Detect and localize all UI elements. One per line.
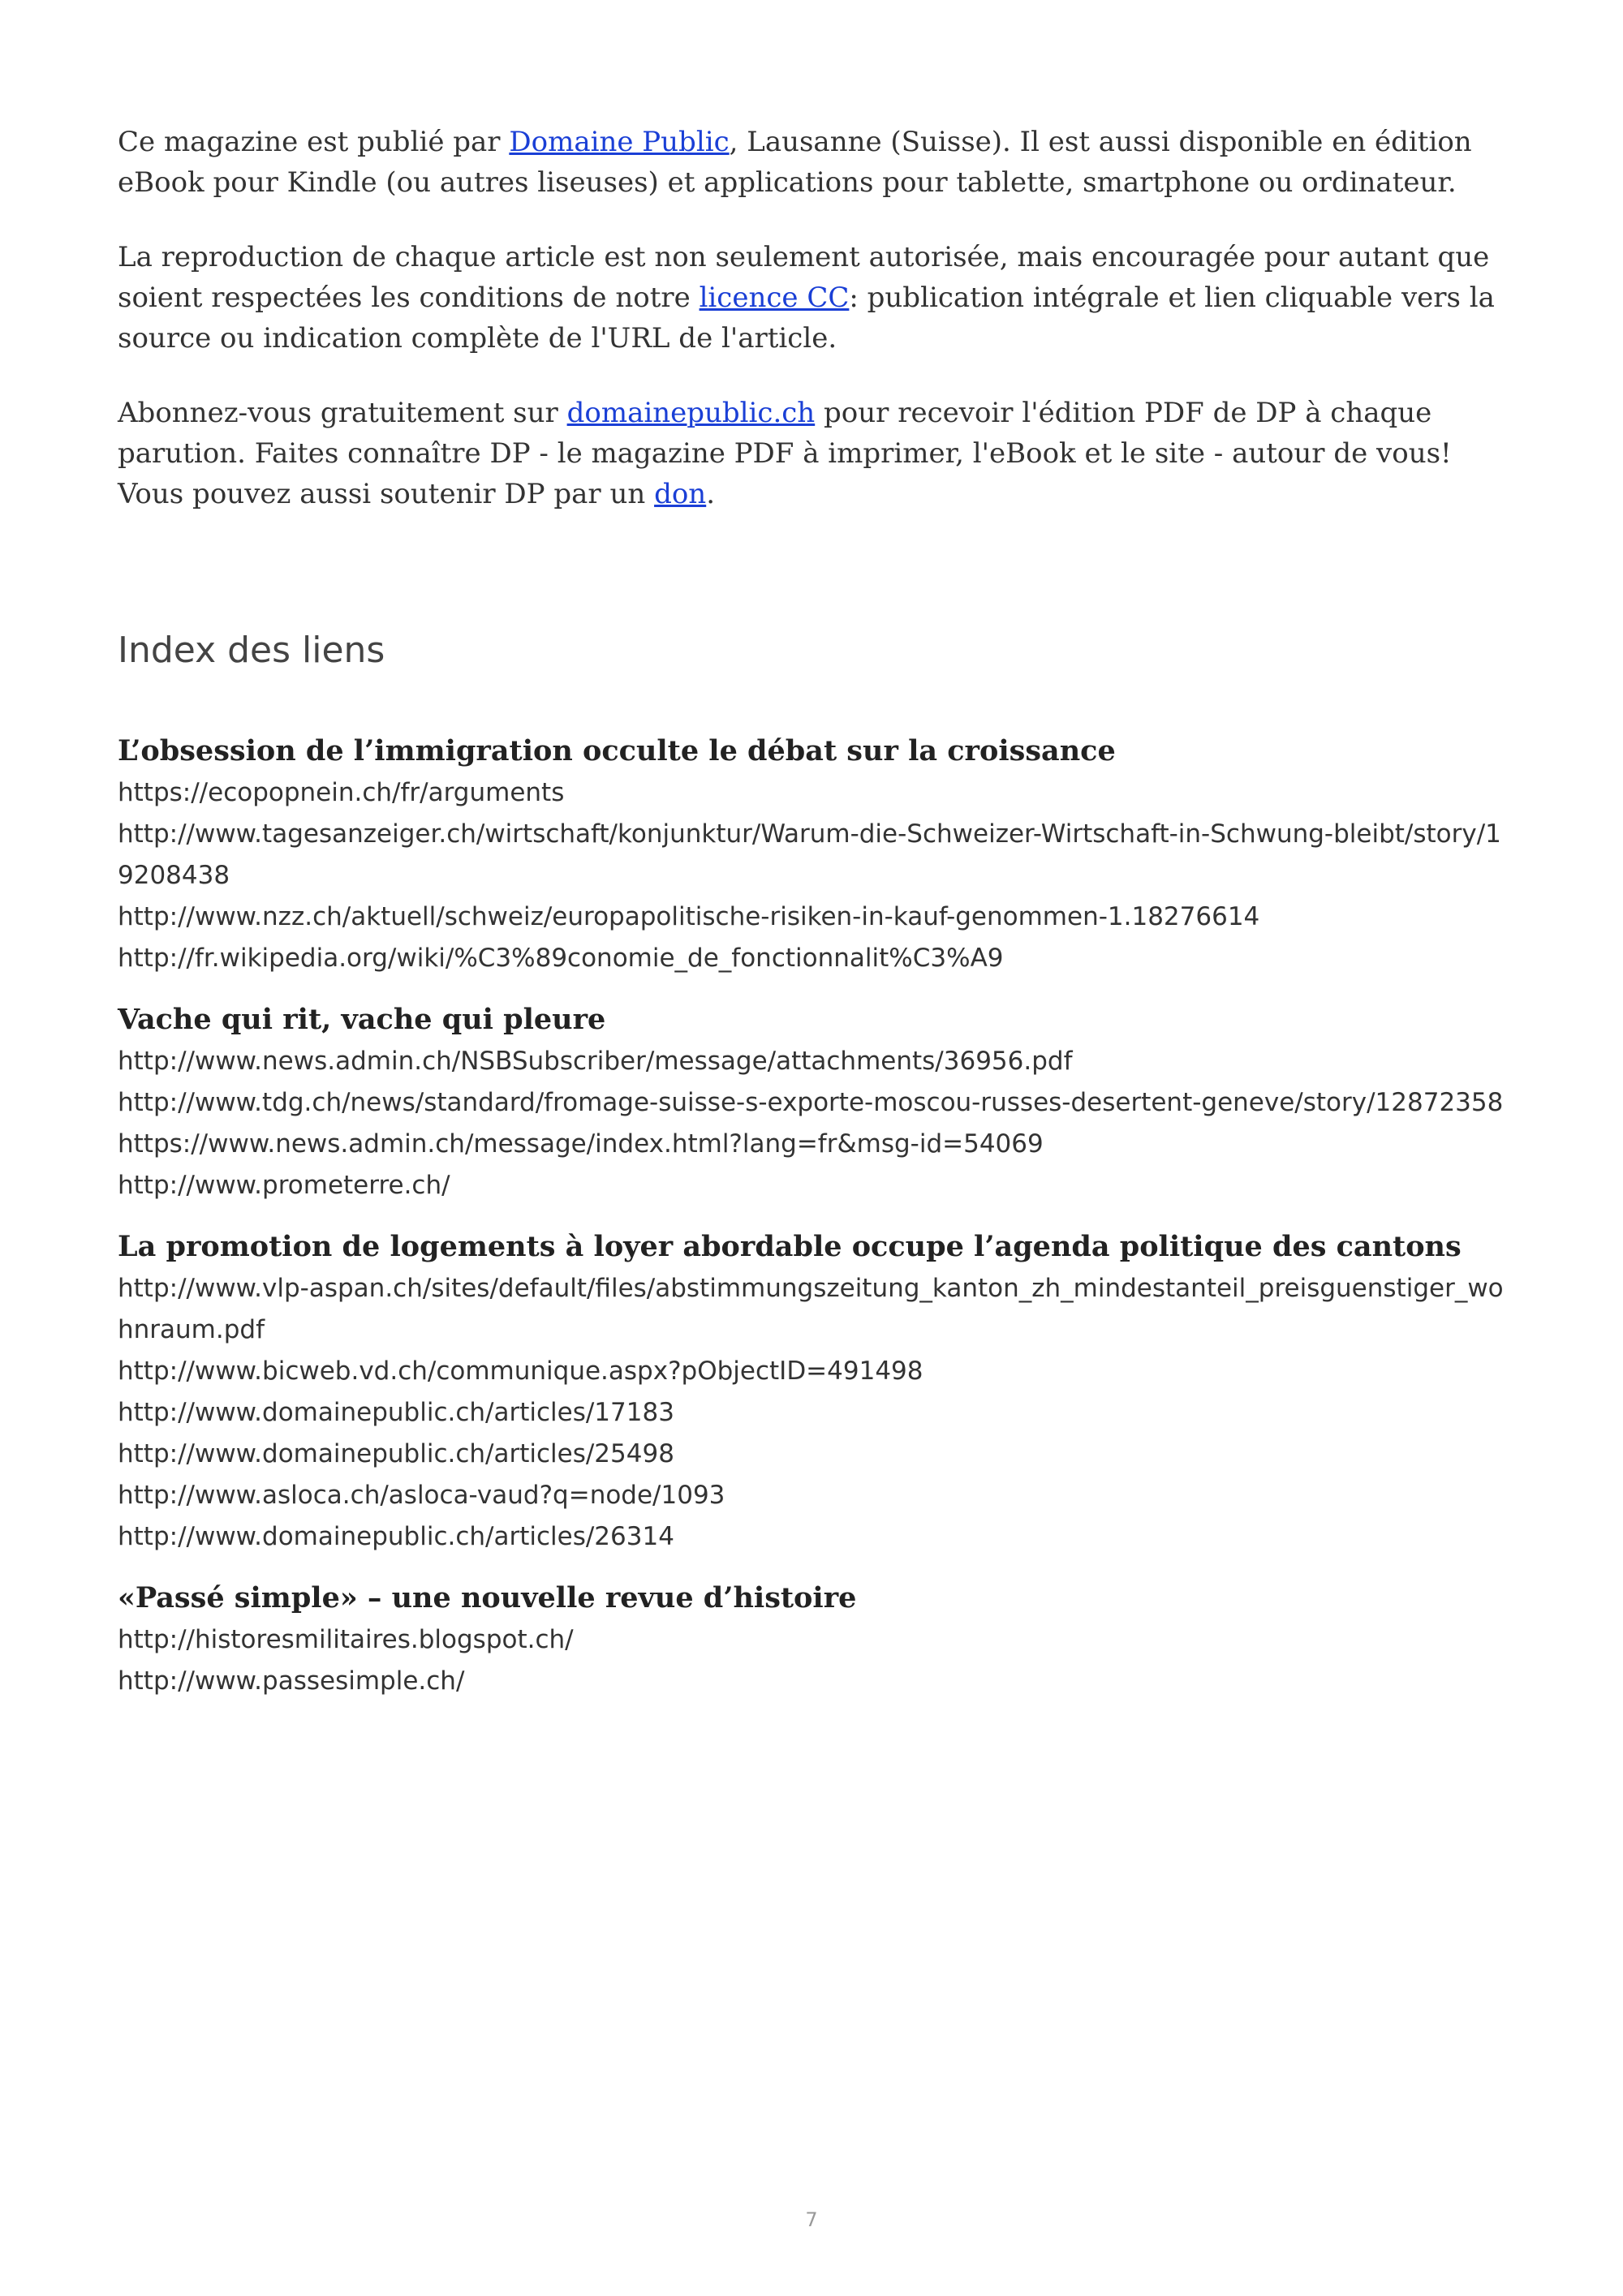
- url-item: https://ecopopnein.ch/fr/arguments: [118, 778, 565, 807]
- url-item: http://www.domainepublic.ch/articles/26314: [118, 1522, 674, 1551]
- url-item: http://www.nzz.ch/aktuell/schweiz/europapolitische-risiken-in-kauf-genommen-1.18276614: [118, 902, 1260, 931]
- url-item: http://www.news.admin.ch/NSBSubscriber/message/attachments/36956.pdf: [118, 1047, 1073, 1076]
- intro-paragraph-license: [118, 237, 1513, 359]
- article-block: [118, 730, 1513, 979]
- link-list: [118, 1041, 1513, 1206]
- article-block: [118, 1577, 1513, 1702]
- intro-paragraph-publisher: [118, 122, 1513, 203]
- intro-paragraph-subscribe: [118, 393, 1513, 514]
- intro-text: Abonnez-vous gratuitement sur: [118, 397, 567, 429]
- article-title: Vache qui rit, vache qui pleure: [118, 1003, 606, 1036]
- url-item: http://www.prometerre.ch/: [118, 1171, 450, 1200]
- intro-text: La reproduction de chaque article est non seulement autorisée, mais encouragée pour autant que soient respectées les conditions de notre: [118, 241, 1490, 314]
- page-content: [118, 122, 1513, 1722]
- intro-text: pour recevoir l'édition PDF de DP à chaque parution. Faites connaître DP - le magazine PDF à imprimer, l'eBook et le site - autour de vous! Vous pouvez aussi soutenir DP par un: [118, 397, 1452, 510]
- article-title: L’obsession de l’immigration occulte le débat sur la croissance: [118, 734, 1116, 767]
- url-item: http://www.vlp-aspan.ch/sites/default/files/abstimmungszeitung_kanton_zh_mindestanteil_preisguenstiger_wohnraum.pdf: [118, 1274, 1504, 1344]
- index-heading: Index des liens: [118, 630, 385, 671]
- domainepublic-link[interactable]: domainepublic.ch: [566, 397, 816, 429]
- domaine-public-link[interactable]: Domaine Public: [509, 126, 730, 158]
- url-item: http://fr.wikipedia.org/wiki/%C3%89conomie_de_fonctionnalit%C3%A9: [118, 944, 1004, 973]
- url-item: http://www.tagesanzeiger.ch/wirtschaft/konjunktur/Warum-die-Schweizer-Wirtschaft-in-Schwung-bleibt/story/19208438: [118, 819, 1501, 890]
- article-link-index: [118, 730, 1513, 1702]
- article-title: «Passé simple» – une nouvelle revue d’histoire: [118, 1581, 857, 1615]
- url-item: http://www.bicweb.vd.ch/communique.aspx?pObjectID=491498: [118, 1357, 923, 1386]
- article-block: [118, 1226, 1513, 1558]
- intro-text: : publication intégrale et lien cliquable vers la source ou indication complète de l'URL de l'article.: [118, 282, 1495, 355]
- licence-cc-link[interactable]: licence CC: [699, 282, 850, 314]
- intro-text: .: [706, 478, 716, 510]
- url-item: https://www.news.admin.ch/message/index.html?lang=fr&msg-id=54069: [118, 1129, 1044, 1159]
- url-item: http://www.domainepublic.ch/articles/25498: [118, 1439, 674, 1468]
- article-block: [118, 999, 1513, 1206]
- donation-link[interactable]: don: [654, 478, 707, 510]
- url-item: http://www.domainepublic.ch/articles/17183: [118, 1398, 674, 1427]
- link-list: [118, 772, 1513, 979]
- url-item: http://www.passesimple.ch/: [118, 1666, 465, 1696]
- url-item: http://historesmilitaires.blogspot.ch/: [118, 1625, 574, 1654]
- url-item: http://www.asloca.ch/asloca-vaud?q=node/1093: [118, 1481, 725, 1510]
- intro-text: Ce magazine est publié par: [118, 126, 510, 158]
- link-list: [118, 1619, 1513, 1702]
- intro-section: [118, 122, 1513, 514]
- url-item: http://www.tdg.ch/news/standard/fromage-suisse-s-exporte-moscou-russes-desertent-geneve/story/12872358: [118, 1088, 1504, 1117]
- intro-text: , Lausanne (Suisse). Il est aussi disponible en édition eBook pour Kindle (ou autres liseuses) et applications pour tablette, smartphone ou ordinateur.: [118, 126, 1472, 199]
- article-title: La promotion de logements à loyer abordable occupe l’agenda politique des cantons: [118, 1230, 1462, 1263]
- page-number: 7: [805, 2208, 818, 2231]
- link-list: [118, 1268, 1513, 1558]
